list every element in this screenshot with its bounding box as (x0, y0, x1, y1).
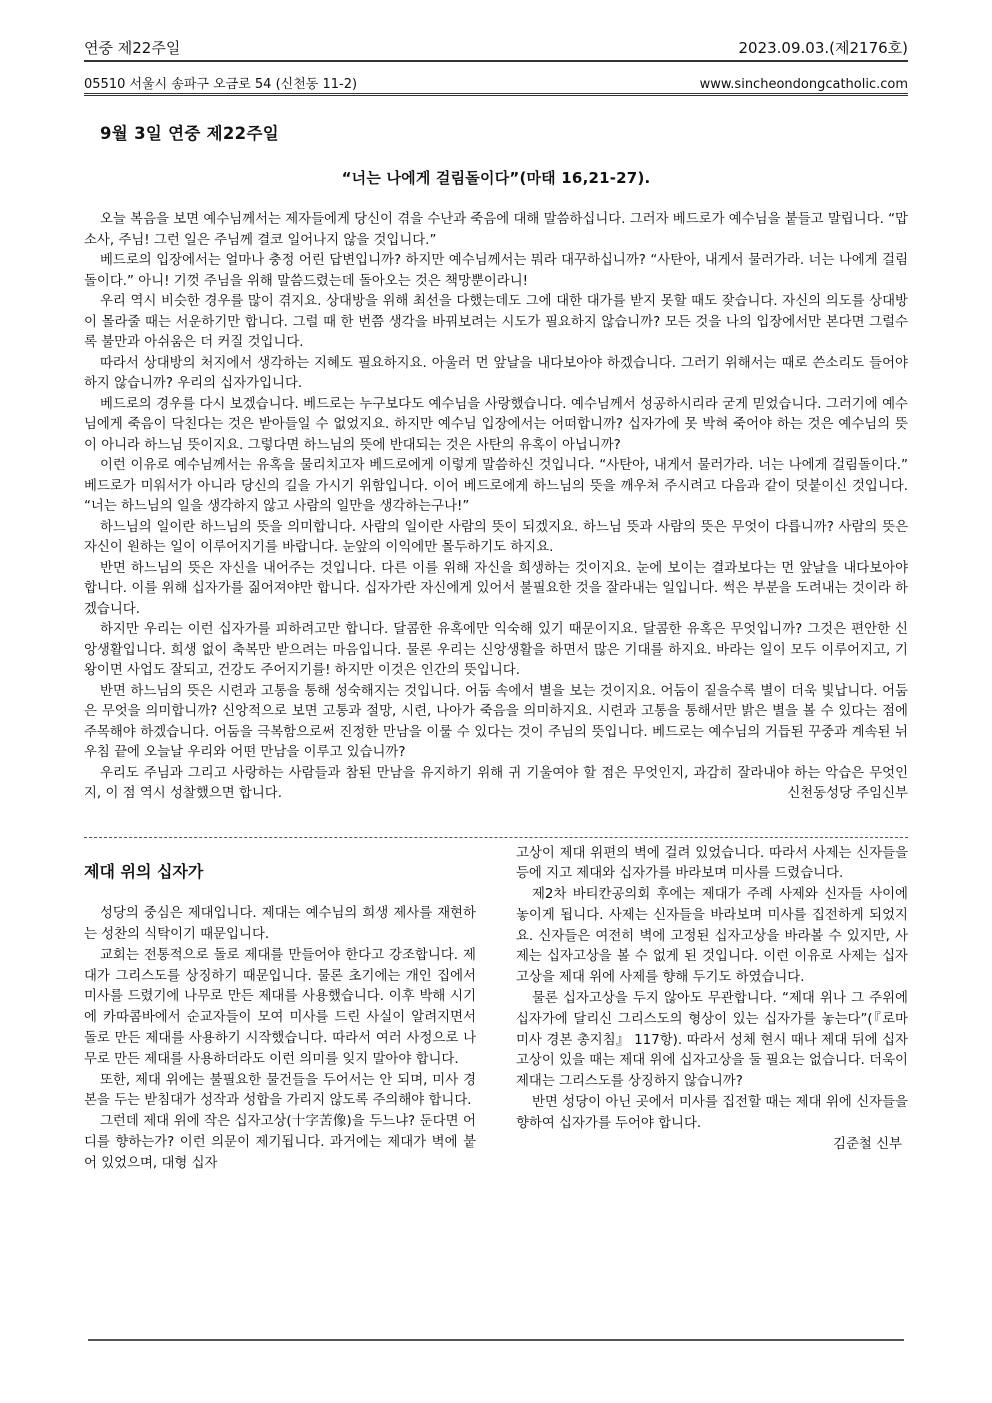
homily-signature: 신천동성당 주임신부 (787, 786, 908, 801)
article-left-column (84, 862, 476, 1175)
issue-name: 연중 제22주일 (84, 39, 181, 57)
website-link[interactable]: www.sincheondongcatholic.com (699, 77, 908, 92)
bulletin-page (84, 34, 908, 1175)
article-paragraph: 성당의 중심은 제대입니다. 제대는 예수님의 희생 제사를 재현하는 성찬의 식탁이기 때문입니다. (84, 906, 476, 943)
homily-subtitle: “너는 나에게 걸림돌이다”(마태 16,21-27). (341, 169, 651, 187)
homily-paragraph: 따라서 상대방의 처지에서 생각하는 지혜도 필요하지요. 아울러 먼 앞날을 내다보아야 하겠습니다. 그러기 위해서는 때로 쓴소리도 들어야 하지 않습니까? 우리의 십자가입니다. (84, 355, 908, 391)
homily-paragraph: 베드로의 경우를 다시 보겠습니다. 베드로는 누구보다도 예수님을 사랑했습니다. 예수님께서 성공하시리라 굳게 믿었습니다. 그러기에 예수님에게 죽음이 닥친다는 것은 받아들일 수 없었지요. 하지만 예수님 입장에서는 어떠합니까? 십자가에 못 박혀 죽어야 하는 것은 예수님의 뜻이 아니라 하느님 뜻이지요. 그렇다면 하느님의 뜻에 반대되는 것은 사탄의 유혹이 아닙니까? (84, 396, 908, 453)
homily-paragraph: 우리 역시 비슷한 경우를 많이 겪지요. 상대방을 위해 최선을 다했는데도 그에 대한 대가를 받지 못할 때도 잦습니다. 자신의 의도를 상대방이 몰라줄 때는 서운하기만 합니다. 그럴 때 한 번쯤 생각을 바꿔보려는 시도가 필요하지 않습니까? 모든 것을 나의 입장에서만 본다면 그럴수록 불만과 아쉬움은 더 커질 것입니다. (84, 294, 908, 350)
homily-paragraph: 하지만 우리는 이런 십자가를 피하려고만 합니다. 달콤한 유혹에만 익숙해 있기 때문이지요. 달콤한 유혹은 무엇입니까? 그것은 편안한 신앙생활입니다. 희생 없이 축복만 받으려는 마음입니다. 물론 우리는 신앙생활을 하면서 많은 기대를 하지요. 바라는 일이 모두 이루어지고, 기왕이면 사업도 잘되고, 건강도 주어지기를! 하지만 이것은 인간의 뜻입니다. (84, 622, 908, 678)
article-paragraph: 그런데 제대 위에 작은 십자고상(十字苦像)을 두느냐? 둔다면 어디를 향하는가? 이런 의문이 제기됩니다. 과거에는 제대가 벽에 붙어 있었으며, 대형 십자 (84, 1114, 476, 1171)
header-top (84, 34, 908, 62)
homily-last-paragraph (84, 764, 908, 805)
homily-paragraph: 반면 하느님의 뜻은 시련과 고통을 통해 성숙해지는 것입니다. 어둠 속에서 별을 보는 것이지요. 어둠이 짙을수록 별이 더욱 빛납니다. 어둠은 무엇을 의미합니까? 신앙적으로 보면 고통과 절망, 시련, 나아가 죽음을 의미하지요. 시련과 고통을 통해서만 밝은 별을 볼 수 있다는 점에 주목해야 하겠습니다. 어둠을 극복함으로써 진정한 만남을 이룰 수 있다는 것이 주님의 뜻입니다. 베드로는 예수님의 거듭된 꾸중과 계속된 뉘우침 끝에 오늘날 우리와 어떤 만남을 이루고 있습니까? (84, 683, 908, 760)
section-divider (84, 837, 908, 838)
article-paragraph: 고상이 제대 위편의 벽에 걸려 있었습니다. 따라서 사제는 신자들을 등에 지고 제대와 십자가를 바라보며 미사를 드렸습니다. (516, 845, 908, 882)
homily-paragraph: 베드로의 입장에서는 얼마나 충정 어린 답변입니까? 하지만 예수님께서는 뭐라 대꾸하십니까? “사탄아, 내게서 물러가라. 너는 나에게 걸림돌이다.” 아니! 기껏 주님을 위해 말씀드렸는데 돌아오는 것은 책망뿐이라니! (84, 253, 908, 289)
issue-date: 2023.09.03.(제2176호) (738, 39, 908, 57)
homily-paragraph: 반면 하느님의 뜻은 자신을 내어주는 것입니다. 다른 이를 위해 자신을 희생하는 것이지요. 눈에 보이는 결과보다는 먼 앞날을 내다보아야 합니다. 이를 위해 십자가를 짊어져야만 합니다. 십자가란 자신에게 있어서 불필요한 것을 잘라내는 일입니다. 썩은 부분을 도려내는 것이라 하겠습니다. (84, 560, 909, 617)
article-author: 김준철 신부 (833, 1136, 902, 1152)
address: 05510 서울시 송파구 오금로 54 (신천동 11-2) (84, 77, 358, 92)
header-bottom (84, 68, 908, 96)
article-paragraph: 반면 성당이 아닌 곳에서 미사를 집전할 때는 제대 위에 신자들을 향하여 십자가를 두어야 합니다. (516, 1095, 908, 1131)
article-columns (84, 845, 908, 1175)
homily-body (84, 210, 908, 805)
homily-title: 9월 3일 연중 제22주일 (100, 124, 279, 143)
homily-paragraph: 하느님의 일이란 하느님의 뜻을 의미합니다. 사람의 일이란 사람의 뜻이 되겠지요. 하느님 뜻과 사람의 뜻은 무엇이 다릅니까? 사람의 뜻은 자신이 원하는 일이 이루어지기를 바랍니다. 눈앞의 이익에만 몰두하기도 하지요. (84, 519, 908, 555)
homily-last-text: 우리도 주님과 그리고 사랑하는 사람들과 참된 만남을 유지하기 위해 귀 기울여야 할 점은 무엇인지, 과감히 잘라내야 하는 악습은 무엇인지, 이 점 역시 성찰했으면 합니다. (84, 765, 909, 801)
article-right-column (516, 844, 908, 1175)
article-paragraph: 또한, 제대 위에는 불필요한 물건들을 두어서는 안 되며, 미사 경본을 두는 받침대가 성작과 성합을 가리지 않도록 주의해야 합니다. (84, 1072, 476, 1109)
footer-rule (88, 1339, 904, 1341)
article-paragraph: 교회는 전통적으로 돌로 제대를 만들어야 한다고 강조합니다. 제대가 그리스도를 상징하기 때문입니다. 물론 초기에는 개인 집에서 미사를 드렸기에 나무로 만든 제대를 사용했습니다. 이후 박해 시기에 카따콤바에서 순교자들이 모여 미사를 드린 사실이 알려지면서 돌로 만든 제대를 사용하기 시작했습니다. 따라서 여러 사정으로 나무로 만든 제대를 사용하더라도 이런 의미를 잊지 말아야 합니다. (84, 947, 476, 1067)
homily-paragraph: 오늘 복음을 보면 예수님께서는 제자들에게 당신이 겪을 수난과 죽음에 대해 말씀하십니다. 그러자 베드로가 예수님을 붙들고 말립니다. “맙소사, 주님! 그런 일은 주님께 결코 일어나지 않을 것입니다.” (84, 212, 908, 248)
article-paragraph: 제2차 바티칸공의회 후에는 제대가 주례 사제와 신자들 사이에 놓이게 됩니다. 사제는 신자들을 바라보며 미사를 집전하게 되었지요. 신자들은 여전히 벽에 고정된 십자고상을 바라볼 수 있지만, 사제는 십자고상을 볼 수 없게 된 것입니다. 이런 이유로 사제는 십자고상을 제대 위에 사제를 향해 두기도 하였습니다. (516, 887, 908, 986)
article-title: 제대 위의 십자가 (84, 861, 204, 881)
homily-paragraph: 이런 이유로 예수님께서는 유혹을 물리치고자 베드로에게 이렇게 말씀하신 것입니다. “사탄아, 내게서 물러가라. 너는 나에게 걸림돌이다.” 베드로가 미워서가 아니라 당신의 길을 가시기 위함입니다. 이어 베드로에게 하느님의 뜻을 깨우쳐 주시려고 다음과 같이 덧붙이신 것입니다. “너는 하느님의 일을 생각하지 않고 사람의 일만을 생각하는구나!” (84, 458, 908, 514)
article-paragraph: 물론 십자고상을 두지 않아도 무관합니다. “제대 위나 그 주위에 십자가에 달리신 그리스도의 형상이 있는 십자가를 놓는다”(『로마 미사 경본 총지침』 117항). 따라서 성체 현시 때나 제대 뒤에 십자고상이 있을 때는 제대 위에 십자고상을 둘 필요는 없습니다. 더욱이 제대는 그리스도를 상징하지 않습니까? (516, 991, 908, 1090)
